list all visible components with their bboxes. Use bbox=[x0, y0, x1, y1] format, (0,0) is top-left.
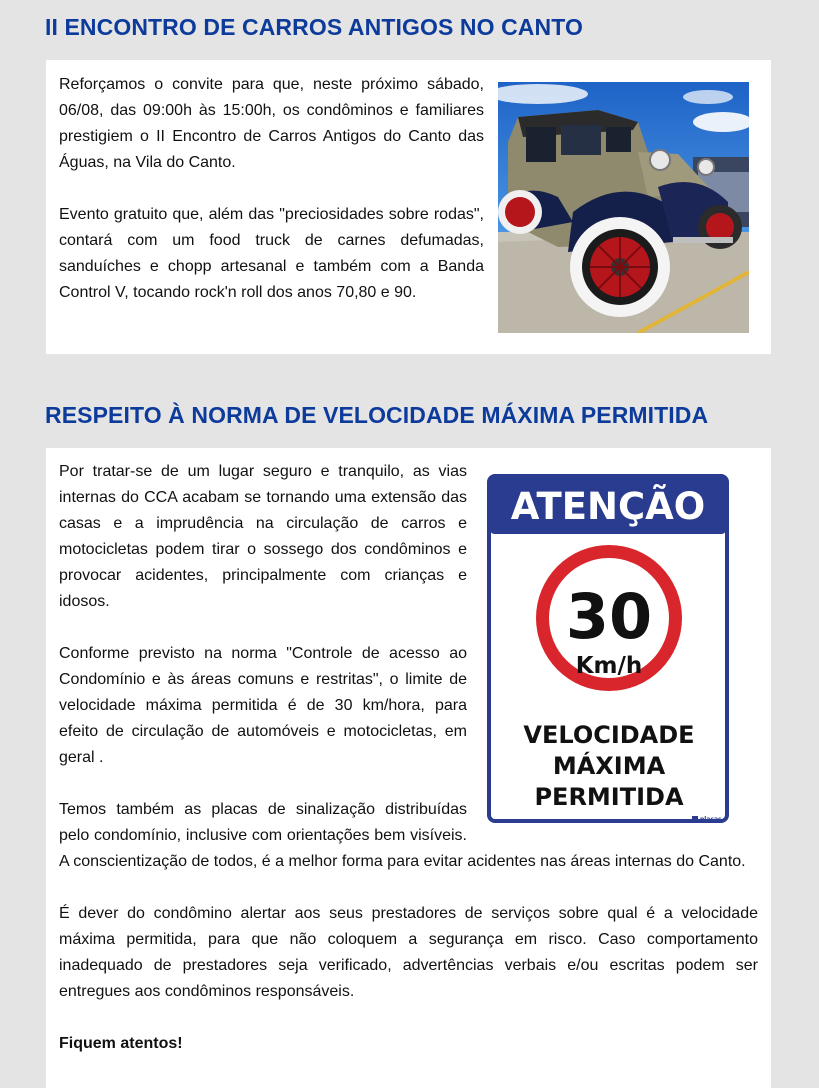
section-title-speed-limit: RESPEITO À NORMA DE VELOCIDADE MÁXIMA PERMITIDA bbox=[45, 402, 709, 428]
car-meeting-paragraph-2: Evento gratuito que, além das "preciosidades sobre rodas", contará com um food truck de carnes defumadas, sanduíches e chopp artesanal e também com a Banda Control V, tocando rock'n roll dos anos 70,80 e 90. bbox=[59, 206, 484, 301]
car-meeting-paragraph-1: Reforçamos o convite para que, neste próximo sábado, 06/08, das 09:00h às 15:00h, os condôminos e familiares prestigiem o II Encontro de Carros Antigos do Canto das Águas, na Vila do Canto. bbox=[59, 76, 484, 171]
sign-line-3: PERMITIDA bbox=[534, 783, 684, 811]
section-title-car-meeting: II ENCONTRO DE CARROS ANTIGOS NO CANTO bbox=[45, 14, 583, 40]
car-meeting-text bbox=[59, 72, 484, 306]
speed-paragraph-2: Conforme previsto na norma "Controle de acesso ao Condomínio e às áreas comuns e restritas", o limite de velocidade máxima permitida é de 30 km/hora, para efeito de circulação de automóveis e motocicletas, em geral . bbox=[59, 645, 467, 766]
sign-unit-text: Km/h bbox=[575, 653, 643, 679]
sign-line-2: MÁXIMA bbox=[552, 752, 666, 780]
speed-limit-sign bbox=[485, 472, 731, 825]
closing-note: Fiquem atentos! bbox=[59, 1035, 183, 1052]
sign-line-1: VELOCIDADE bbox=[523, 721, 695, 749]
sign-header-text: ATENÇÃO bbox=[510, 485, 706, 528]
speed-paragraph-3: Temos também as placas de sinalização distribuídas pelo condomínio, inclusive com orientações bem visíveis. A conscientização de todos, é a melhor forma para evitar acidentes nas áreas internas do Canto. bbox=[59, 801, 746, 870]
speed-paragraph-1: Por tratar-se de um lugar seguro e tranquilo, as vias internas do CCA acabam se tornando uma extensão das casas e a imprudência na circulação de carros e motocicletas podem tirar o sossego dos condôminos e provocar acidentes, principalmente com crianças e idosos. bbox=[59, 463, 467, 610]
car-meeting-card bbox=[46, 60, 771, 354]
sign-brand-text: placas bbox=[700, 816, 722, 823]
speed-paragraph-4: É dever do condômino alertar aos seus prestadores de serviços sobre qual é a velocidade máxima permitida, para que não coloquem a segurança em risco. Caso comportamento inadequado de prestadores seja verificado, advertências verbais e/ou escritas podem ser entregues aos condôminos responsáveis. bbox=[59, 905, 758, 1000]
speed-limit-card bbox=[46, 448, 771, 1088]
vintage-car-photo bbox=[498, 82, 749, 333]
speed-limit-text bbox=[59, 459, 758, 1057]
sign-speed-text: 30 bbox=[565, 580, 653, 653]
